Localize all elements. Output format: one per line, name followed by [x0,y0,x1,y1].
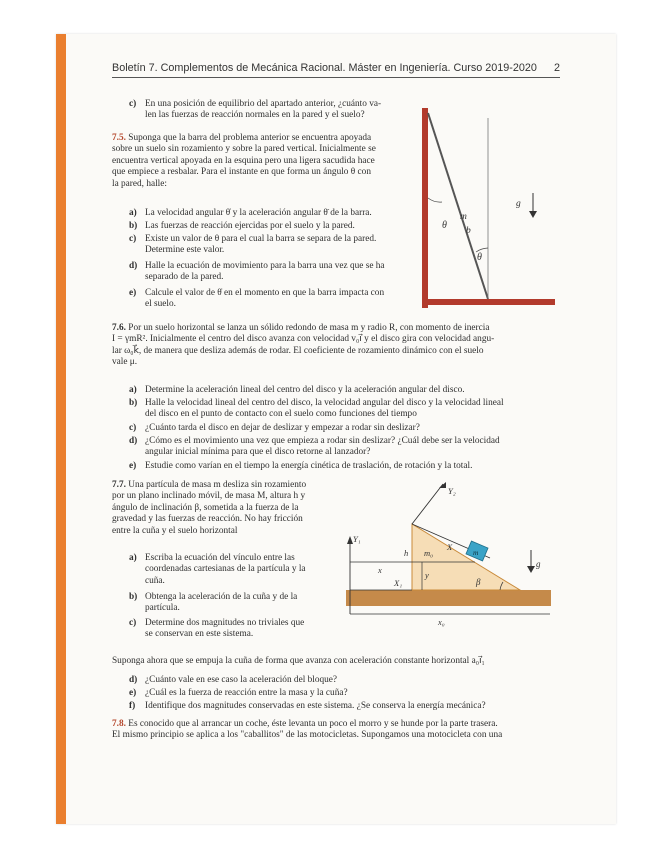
item-7-7-c: c) Determine dos magnitudes no triviales que se conservan en este sistema. [129,618,305,640]
item-7-7-f: f) Identifique dos magnitudes conservadas en este sistema. ¿Se conserva la energía mecánica? [129,701,486,711]
problem-7-7-push-statement: Suponga ahora que se empuja la cuña de forma que avanza con aceleración constante horizontal a₀ı⃗₁ [112,656,485,666]
binder-strip [56,34,66,824]
label-Y2: Y₂ [448,486,456,496]
item-7-4-c: c) En una posición de equilibrio del apartado anterior, ¿cuánto va- len las fuerzas de reacción normales en la pared y el suelo? [129,99,382,121]
label-x0: x₀ [438,617,445,627]
angle-arc-top [428,198,442,202]
label-x: x [378,565,382,575]
label-m: m [473,548,479,557]
item-7-6-a: a) Determine la aceleración lineal del centro del disco y la aceleración angular del disco. [129,385,465,395]
problem-number-7-6: 7.6. [112,323,126,333]
label-h: h [404,548,409,558]
item-7-5-a: a) La velocidad angular θ̇ y la aceleración angular θ̈ de la barra. [129,208,372,218]
label-beta: β [476,577,481,587]
gravity-arrowhead [527,566,535,573]
problem-7-5-statement: 7.5. Suponga que la barra del problema anterior se encuentra apoyada sobre un suelo sin rozamiento y sobre la pared vertical. Inicialmente se encuentra vertical apoyada en la esquina pero una ligera sacudida hace que empiece a resbalar. Para el instante en que forma un ángulo θ con la pared, halle: [112,133,376,189]
problem-7-6-statement: 7.6. Por un suelo horizontal se lanza un sólido redondo de masa m y radio R, con momento de inercia I = γmR². Inicialmente el centro del disco avanza con velocidad v₀ı⃗ y el disco gira con velocidad angu- lar ω₀k⃗, de manera que desliza además de rodar. El coeficiente de rozamiento dinámico con el suelo vale μ. [112,323,495,368]
label-X1: X₁ [394,578,403,588]
floor [422,299,555,305]
item-7-6-e: e) Estudie como varían en el tiempo la energía cinética de traslación, de rotación y la total. [129,461,473,471]
problem-7-8-statement: 7.8. Es conocido que al arrancar un coche, éste levanta un poco el morro y se hunde por la parte trasera. El mismo principio se aplica a los "caballitos" de las motocicletas. Supongamos una motocicleta con una [112,719,503,741]
page-header [112,62,560,78]
label-Y1: Y₁ [353,534,361,544]
label-m0: m₀ [424,548,434,558]
problem-number-7-8: 7.8. [112,719,126,729]
header-title: Boletín 7. Complementos de Mecánica Racional. Máster en Ingeniería. Curso 2019-2020 [112,62,537,74]
problem-number-7-7: 7.7. [112,480,126,490]
label-theta-top: θ [442,220,447,231]
label-g: g⃗ [516,199,529,209]
label-m: m [460,212,467,222]
label-theta-bottom: θ [477,252,482,263]
wall [422,108,428,308]
label-X: X [447,542,453,552]
problem-7-7-statement: 7.7. Una partícula de masa m desliza sin rozamiento por un plano inclinado móvil, de masa M, altura h y ángulo de inclinación β, sometida a la fuerza de la gravedad y las fuerzas de reacción. No hay fricción entre la cuña y el suelo horizontal [112,480,307,536]
bar [428,113,488,299]
item-7-7-a: a) Escriba la ecuación del vínculo entre las coordenadas cartesianas de la partícula y la cuña. [129,553,306,586]
figure-sliding-bar [420,108,555,308]
label-g: g⃗ [536,559,548,569]
item-7-5-b: b) Las fuerzas de reacción ejercidas por el suelo y la pared. [129,221,355,231]
figure-inclined-wedge [340,482,555,630]
problem-number-7-5: 7.5. [112,133,126,143]
item-7-5-d: d) Halle la ecuación de movimiento para la barra una vez que se ha separado de la pared. [129,261,385,283]
item-7-6-c: c) ¿Cuánto tarda el disco en dejar de deslizar y empezar a rodar sin deslizar? [129,423,420,433]
item-7-6-b: b) Halle la velocidad lineal del centro del disco, la velocidad angular del disco y la velocidad lineal del disco en el punto de contacto con el suelo como funciones del tiempo [129,398,504,420]
gravity-arrowhead [529,211,537,218]
ground [346,590,551,606]
label-y: y [425,570,429,580]
item-7-7-b: b) Obtenga la aceleración de la cuña y de la partícula. [129,592,298,614]
label-b: b [466,226,471,236]
item-7-7-e: e) ¿Cuál es la fuerza de reacción entre la masa y la cuña? [129,688,348,698]
item-7-5-e: e) Calcule el valor de θ̇ en el momento en que la barra impacta con el suelo. [129,288,385,310]
item-7-5-c: c) Existe un valor de θ para el cual la barra se separa de la pared. Determine este valor. [129,234,377,256]
page-number: 2 [553,62,560,74]
item-7-6-d: d) ¿Cómo es el movimiento una vez que empieza a rodar sin deslizar? ¿Cuál debe ser la velocidad angular inicial mínima para que el disco retorne al lanzador? [129,436,500,458]
axis-y2 [412,484,443,524]
item-7-7-d: d) ¿Cuánto vale en ese caso la aceleración del bloque? [129,675,338,685]
